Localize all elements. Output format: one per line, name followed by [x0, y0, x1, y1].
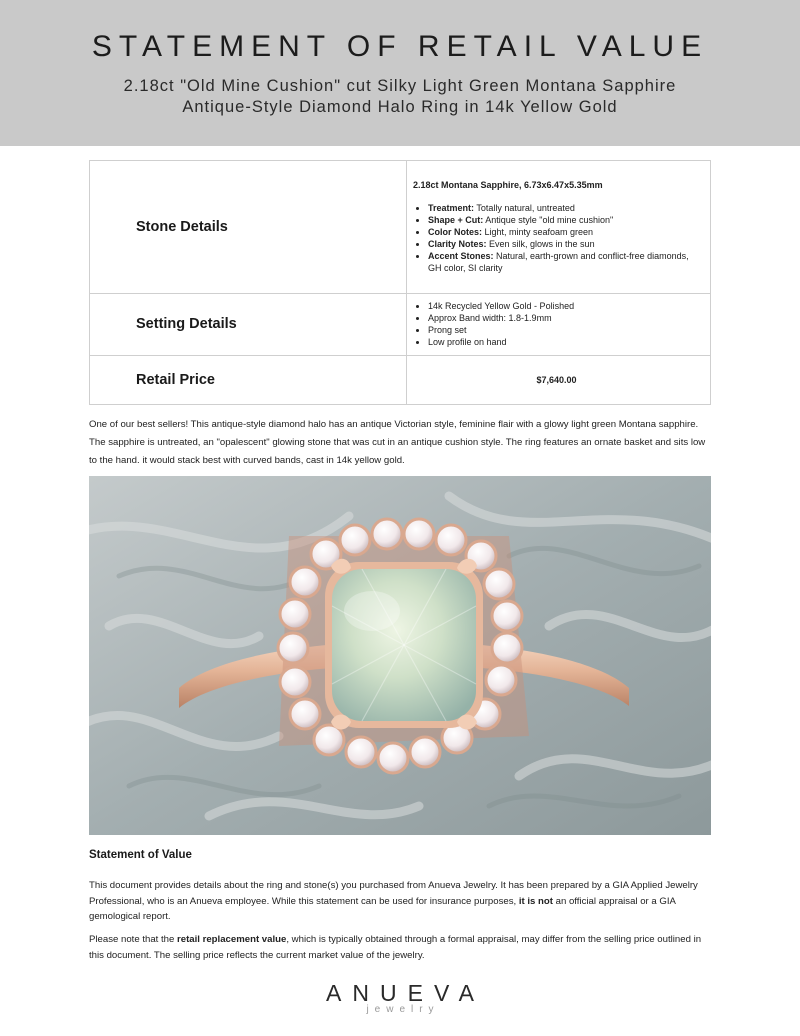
document-header — [0, 0, 800, 146]
stone-details-list — [413, 202, 700, 274]
list-item: • Color Notes: Light, minty seafoam green — [428, 226, 700, 238]
details-table — [89, 160, 711, 405]
statement-paragraph-2: Please note that the retail replacement value, which is typically obtained through a formal appraisal, may differ from the selling price outlined in this document. The selling price reflects the current market value of the jewelry. — [89, 934, 702, 961]
stone-heading: 2.18ct Montana Sapphire, 6.73x6.47x5.35mm — [413, 180, 603, 191]
retail-price-label: Retail Price — [90, 355, 407, 404]
list-item: • Shape + Cut: Antique style "old mine cushion" — [428, 214, 700, 226]
setting-details-row — [90, 293, 711, 355]
document-title: STATEMENT OF RETAIL VALUE — [91, 30, 709, 63]
list-item: • Clarity Notes: Even silk, glows in the sun — [428, 238, 700, 250]
list-item: • Low profile on hand — [428, 336, 700, 348]
logo-brand: ANUEVA — [326, 980, 485, 1006]
stone-details-row — [90, 161, 711, 294]
list-item: • Prong set — [428, 324, 700, 336]
product-description: One of our best sellers! This antique-style diamond halo has an antique Victorian style, feminine flair with a glowy light green Montana sapphire. The sapphire is untreated, an "opalescent" glowing stone that was cut in an antique cushion style. The ring features an ornate basket and sits low to the hand. it would stack best with curved bands, cast in 14k yellow gold. — [89, 419, 706, 466]
list-item: • 14k Recycled Yellow Gold - Polished — [428, 300, 700, 312]
anueva-logo — [300, 980, 500, 1015]
stone-details-label: Stone Details — [90, 161, 407, 294]
setting-details-list — [413, 300, 700, 348]
setting-details-value — [407, 293, 711, 355]
retail-price-row — [90, 355, 711, 404]
ring-photo — [89, 476, 711, 835]
list-item: • Treatment: Totally natural, untreated — [428, 202, 700, 214]
subtitle-line-2: Antique-Style Diamond Halo Ring in 14k Yellow Gold — [182, 98, 618, 116]
retail-price-value: $7,640.00 — [407, 355, 711, 404]
setting-details-label: Setting Details — [90, 293, 407, 355]
statement-of-value-title: Statement of Value — [89, 849, 192, 861]
stone-details-value — [407, 161, 711, 294]
list-item: • Accent Stones: Natural, earth-grown and conflict-free diamonds, GH color, SI clarity — [428, 250, 700, 274]
subtitle-line-1: 2.18ct "Old Mine Cushion" cut Silky Light Green Montana Sapphire — [123, 77, 677, 95]
list-item: • Approx Band width: 1.8-1.9mm — [428, 312, 700, 324]
document-subtitle — [60, 76, 740, 118]
logo-subtitle: jewelry — [366, 1004, 440, 1015]
statement-paragraph-1: This document provides details about the ring and stone(s) you purchased from Anueva Jewelry. It has been prepared by a GIA Applied Jewelry Professional, who is an Anueva employee. While this statement can be used for insurance purposes, it is not an official appraisal or a GIA gemological report. — [89, 880, 698, 922]
